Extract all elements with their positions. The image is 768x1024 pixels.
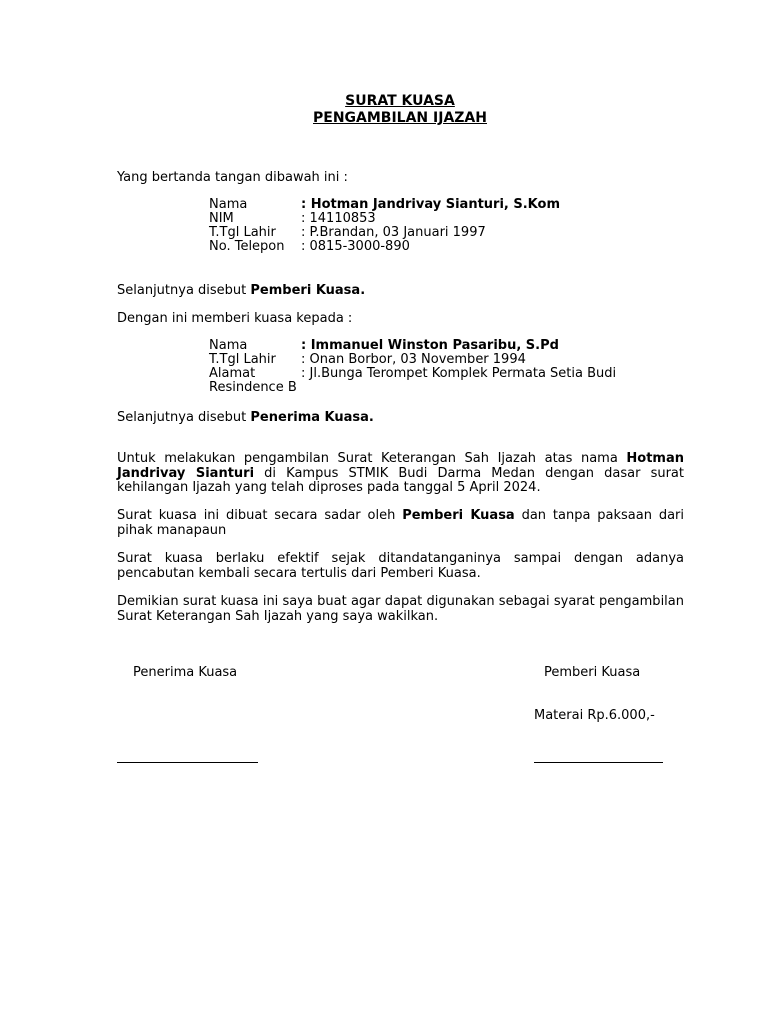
reference-role: Penerima Kuasa. [250,410,374,425]
grantee-reference [117,410,374,425]
field-value: : Immanuel Winston Pasaribu, S.Pd [301,338,559,353]
paragraph-text: Surat kuasa ini dibuat secara sadar oleh [117,508,403,523]
purpose-paragraph [117,452,684,496]
field-value: : 0815-3000-890 [301,239,410,254]
stamp-duty-note: Materai Rp.6.000,- [534,708,655,723]
document-subtitle: PENGAMBILAN IJAZAH [313,110,487,126]
grantee-signature-label: Penerima Kuasa [133,665,238,680]
field-value: : Jl.Bunga Terompet Komplek Permata Setia Budi [301,366,617,381]
field-label: NIM [209,211,234,226]
field-label: T.Tgl Lahir [209,225,276,240]
field-value: : P.Brandan, 03 Januari 1997 [301,225,486,240]
paragraph-role: Pemberi Kuasa [402,508,515,523]
paragraph-text: Untuk melakukan pengambilan Surat Keterangan Sah Ijazah atas nama [117,451,627,466]
grantor-signature-line [534,762,663,763]
field-value: : 14110853 [301,211,376,226]
reference-role: Pemberi Kuasa. [250,283,366,298]
reference-prefix: Selanjutnya disebut [117,410,251,425]
paragraph-text: di Kampus STMIK Budi Darma Medan dengan dasar surat kehilangan Ijazah yang telah diproses pada tanggal 5 April 2024. [117,465,684,495]
field-label: T.Tgl Lahir [209,352,276,367]
paragraph-name: Hotman Jandrivay Sianturi [117,451,684,481]
field-label: Nama [209,338,248,353]
field-value: : Hotman Jandrivay Sianturi, S.Kom [301,197,561,212]
grant-intro-text: Dengan ini memberi kuasa kepada : [117,311,353,326]
closing-paragraph: Demikian surat kuasa ini saya buat agar dapat digunakan sebagai syarat pengambilan Surat Keterangan Sah Ijazah yang saya wakilkan. [117,594,684,624]
grantee-signature-line [117,762,258,763]
field-value: : Onan Borbor, 03 November 1994 [301,352,526,367]
field-label: No. Telepon [209,239,285,254]
reference-prefix: Selanjutnya disebut [117,283,251,298]
grantor-reference [117,283,365,298]
grantee-address-continuation: Resindence B [209,380,297,395]
paragraph-text: dan tanpa paksaan dari pihak manapaun [117,508,685,538]
consent-paragraph [117,509,684,538]
document-title: SURAT KUASA [345,93,455,109]
grantor-signature-label: Pemberi Kuasa [544,665,641,680]
field-label: Nama [209,197,248,212]
intro-text: Yang bertanda tangan dibawah ini : [117,170,348,185]
validity-paragraph: Surat kuasa berlaku efektif sejak ditandatanganinya sampai dengan adanya pencabutan kembali secara tertulis dari Pemberi Kuasa. [117,551,684,581]
field-label: Alamat [209,366,256,381]
